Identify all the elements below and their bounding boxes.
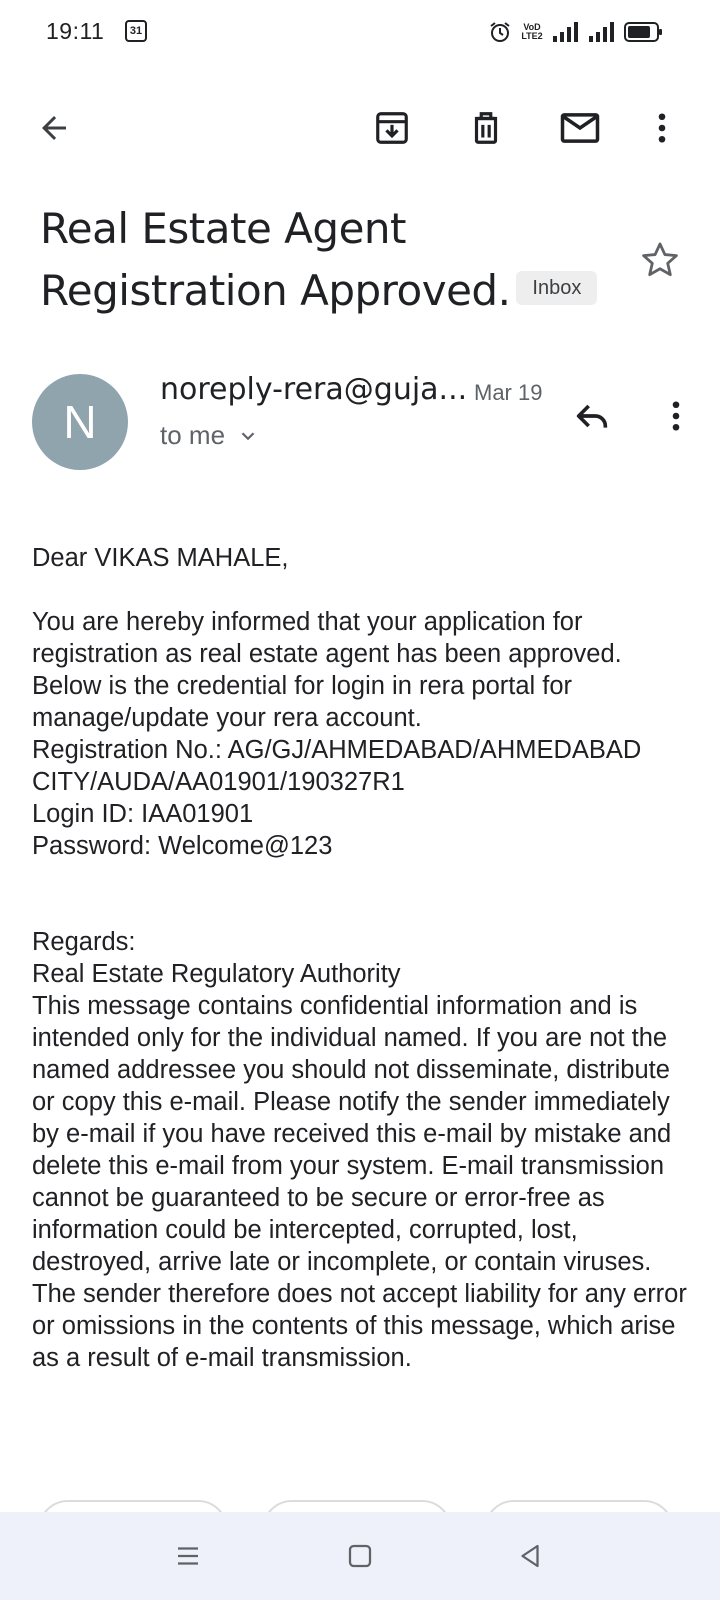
status-icons bbox=[488, 18, 664, 46]
status-time: 19:11 bbox=[46, 18, 105, 44]
alarm-icon bbox=[488, 20, 512, 44]
regards: Regards: bbox=[32, 928, 136, 956]
more-options-button[interactable] bbox=[636, 102, 688, 154]
back-button[interactable] bbox=[28, 102, 80, 154]
email-subject bbox=[40, 198, 640, 322]
volte-icon bbox=[520, 23, 544, 41]
volte-top: VoD bbox=[523, 22, 541, 32]
mail-icon bbox=[559, 107, 601, 149]
email-date: Mar 19 bbox=[474, 380, 543, 405]
recents-icon bbox=[173, 1541, 203, 1571]
star-icon bbox=[639, 239, 681, 281]
delete-icon bbox=[467, 109, 505, 147]
recents-button[interactable] bbox=[164, 1532, 212, 1580]
password: Password: Welcome@123 bbox=[32, 832, 333, 860]
system-back-button[interactable] bbox=[506, 1532, 554, 1580]
home-button[interactable] bbox=[336, 1532, 384, 1580]
mark-unread-button[interactable] bbox=[554, 102, 606, 154]
email-body bbox=[32, 542, 692, 1374]
calendar-icon: 31 bbox=[125, 20, 147, 42]
delete-button[interactable] bbox=[460, 102, 512, 154]
disclaimer: This message contains confidential information and is intended only for the individual named. If you are not the named addressee you should not disseminate, distribute or copy this e-mail. Please notify the sender immediately by e-mail if you have received this e-mail by mistake and delete this e-mail from your system. E-mail transmission cannot be guaranteed to be secure or error-free as information could be intercepted, corrupted, lost, destroyed, arrive late or incomplete, or contain viruses. The sender therefore does not accept liability for any error or omissions in the contents of this message, which arise as a result of e-mail transmission. bbox=[32, 992, 694, 1372]
volte-bottom: LTE2 bbox=[521, 31, 543, 41]
authority-name: Real Estate Regulatory Authority bbox=[32, 960, 401, 988]
toolbar bbox=[0, 88, 720, 168]
recipient-label: to me bbox=[160, 420, 226, 450]
approval-paragraph: You are hereby informed that your application for registration as real estate agent has been approved. Below is the credential for login in rera portal for manage/update your rera account. bbox=[32, 608, 629, 732]
system-nav-bar bbox=[0, 1512, 720, 1600]
sender-name[interactable]: noreply-rera@guja... bbox=[160, 372, 468, 407]
login-id: Login ID: IAA01901 bbox=[32, 800, 254, 828]
archive-icon bbox=[373, 109, 411, 147]
subject-line-2-text: Registration Approved. bbox=[40, 266, 511, 315]
sender-avatar[interactable]: N bbox=[32, 374, 128, 470]
more-vert-icon bbox=[644, 110, 680, 146]
archive-button[interactable] bbox=[366, 102, 418, 154]
inbox-label-badge[interactable]: Inbox bbox=[516, 271, 597, 305]
home-icon bbox=[345, 1541, 375, 1571]
greeting: Dear VIKAS MAHALE, bbox=[32, 544, 289, 572]
back-icon bbox=[515, 1541, 545, 1571]
battery-icon bbox=[624, 21, 664, 43]
registration-number: Registration No.: AG/GJ/AHMEDABAD/AHMEDABAD CITY/AUDA/AA01901/190327R1 bbox=[32, 736, 649, 796]
chevron-down-icon bbox=[237, 425, 259, 447]
signal-icon bbox=[588, 21, 616, 43]
status-bar bbox=[0, 0, 720, 64]
more-vert-icon bbox=[658, 398, 694, 434]
reply-icon bbox=[572, 396, 612, 436]
signal-icon bbox=[552, 21, 580, 43]
star-button[interactable] bbox=[636, 236, 684, 284]
subject-line-1: Real Estate Agent bbox=[40, 204, 406, 253]
recipient-details-toggle[interactable] bbox=[160, 420, 259, 451]
reply-button[interactable] bbox=[566, 390, 618, 442]
subject-line-2 bbox=[40, 260, 640, 322]
message-more-button[interactable] bbox=[650, 390, 702, 442]
back-arrow-icon bbox=[36, 110, 72, 146]
